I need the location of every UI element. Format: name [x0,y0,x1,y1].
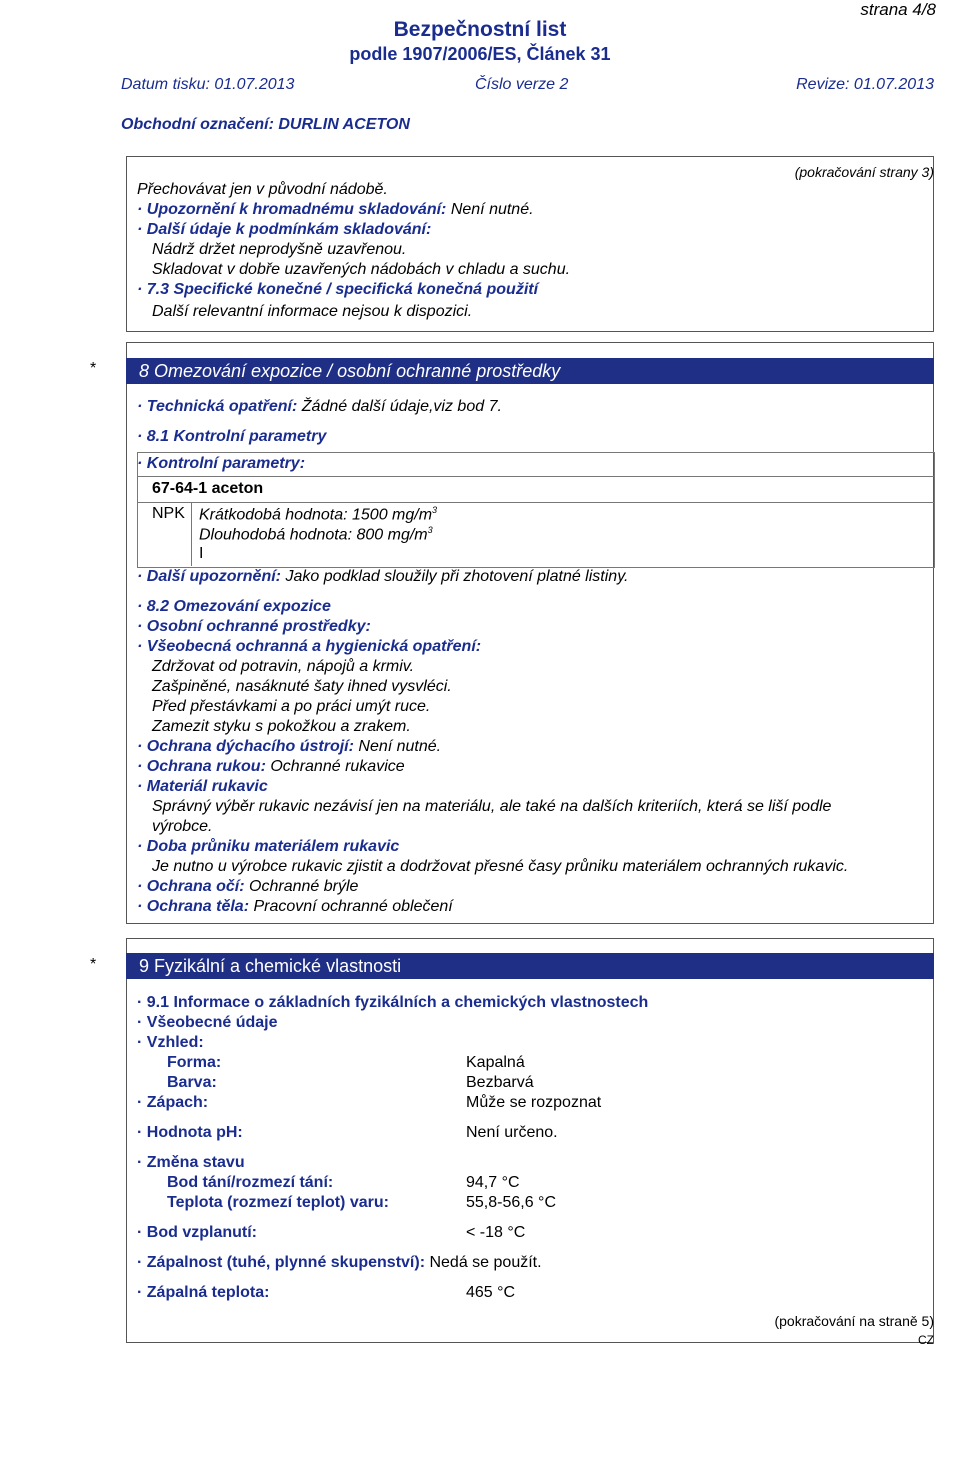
specific-end-use-value: Další relevantní informace nejsou k dispozici. [152,303,473,320]
hand-protection-line: · Ochrana rukou: Ochranné rukavice [137,758,405,775]
penetration-label: · Doba průniku materiálem rukavic [137,838,400,855]
exposure-control-heading: · 8.2 Omezování expozice [137,598,331,615]
ppe-label: · Osobní ochranné prostředky: [137,618,371,635]
storage-condition-1: Nádrž držet neprodyšně uzavřenou. [152,241,407,258]
color-value: Bezbarvá [466,1074,534,1091]
long-term-limit: Dlouhodobá hodnota: 800 $mg/m^3$ [199,525,433,544]
flammability-line: · Zápalnost (tuhé, plynné skupenství): Nedá se použít. [137,1254,542,1271]
ignition-temp-value: 465 °C [466,1284,516,1301]
revision-date: Revize: 01.07.2013 [796,76,934,93]
control-parameters-heading: · 8.1 Kontrolní parametry [137,428,327,445]
npk-label: NPK [152,505,185,522]
table-divider [191,502,192,566]
continued-from-page: (pokračování strany 3) [794,164,934,180]
color-label: Barva: [167,1074,217,1091]
hygiene-label: · Všeobecná ochranná a hygienická opatření: [137,638,482,655]
respiratory-line: · Ochrana dýchacího ústrojí: Není nutné. [137,738,442,755]
trade-name: Obchodní označení: DURLIN ACETON [121,116,410,133]
document-subtitle: podle 1907/2006/ES, Článek 31 [349,44,611,64]
boiling-point-label: Teplota (rozmezí teplot) varu: [167,1194,389,1211]
form-value: Kapalná [466,1054,525,1071]
technical-measures-line: · Technická opatření: Žádné další údaje,viz bod 7. [137,398,502,415]
substance-name: 67-64-1 aceton [152,480,264,497]
odor-label: · Zápach: [137,1094,209,1111]
ph-value: Není určeno. [466,1124,558,1141]
section-8-title: 8 Omezování expozice / osobní ochranné prostředky [126,358,934,384]
additional-notes-line: · Další upozornění: Jako podklad sloužily při zhotovení platné listiny. [137,568,629,585]
melting-point-label: Bod tání/rozmezí tání: [167,1174,334,1191]
control-parameters-label: · Kontrolní parametry: [137,455,306,472]
short-term-limit: Krátkodobá hodnota: 1500 $mg/m^3$ [199,505,438,524]
glove-material-label: · Materiál rukavic [137,778,268,795]
print-date: Datum tisku: 01.07.2013 [121,76,295,93]
eye-protection-line: · Ochrana očí: Ochranné brýle [137,878,359,895]
page-number: strana 4/8 [860,0,936,19]
flash-point-value: < -18 °C [466,1224,526,1241]
bulk-storage-line: · Upozornění k hromadnému skladování: Není nutné. [137,201,534,218]
penetration-value: Je nutno u výrobce rukavic zjistit a dodržovat přesné časy průniku materiálem ochranných rukavic. [152,858,849,875]
hygiene-1: Zdržovat od potravin, nápojů a krmiv. [152,658,415,675]
ph-label: · Hodnota pH: [137,1124,243,1141]
limit-flag: I [199,545,204,562]
form-label: Forma: [167,1054,222,1071]
ignition-temp-label: · Zápalná teplota: [137,1284,270,1301]
document-title: Bezpečnostní list [393,18,567,41]
table-divider [137,476,934,477]
glove-material-2: výrobce. [152,818,213,835]
hygiene-3: Před přestávkami a po práci umýt ruce. [152,698,431,715]
continued-on-page: (pokračování na straně 5) [774,1313,934,1329]
section-9-title: 9 Fyzikální a chemické vlastnosti [126,953,934,979]
state-change-label: · Změna stavu [137,1154,245,1171]
language-code: CZ [918,1333,934,1347]
table-divider [137,502,934,503]
section-8-revised-marker: * [90,360,97,377]
storage-conditions-label: · Další údaje k podmínkám skladování: [137,221,432,238]
boiling-point-value: 55,8-56,6 °C [466,1194,557,1211]
body-protection-line: · Ochrana těla: Pracovní ochranné oblečení [137,898,453,915]
basic-properties-heading: · 9.1 Informace o základních fyzikálních a chemických vlastnostech [137,994,649,1011]
storage-original-container: Přechovávat jen v původní nádobě. [137,181,388,198]
odor-value: Může se rozpoznat [466,1094,602,1111]
melting-point-value: 94,7 °C [466,1174,520,1191]
general-info-label: · Všeobecné údaje [137,1014,278,1031]
hygiene-2: Zašpiněné, nasáknuté šaty ihned vysvléci. [152,678,452,695]
storage-condition-2: Skladovat v dobře uzavřených nádobách v chladu a suchu. [152,261,571,278]
version-number: Číslo verze 2 [475,76,569,93]
specific-end-use-label: · 7.3 Specifické konečné / specifická konečná použití [137,281,539,298]
flash-point-label: · Bod vzplanutí: [137,1224,257,1241]
appearance-label: · Vzhled: [137,1034,204,1051]
hygiene-4: Zamezit styku s pokožkou a zrakem. [152,718,411,735]
section-9-revised-marker: * [90,956,97,973]
glove-material-1: Správný výběr rukavic nezávisí jen na materiálu, ale také na dalších kriteriích, která se liší podle [152,798,832,815]
